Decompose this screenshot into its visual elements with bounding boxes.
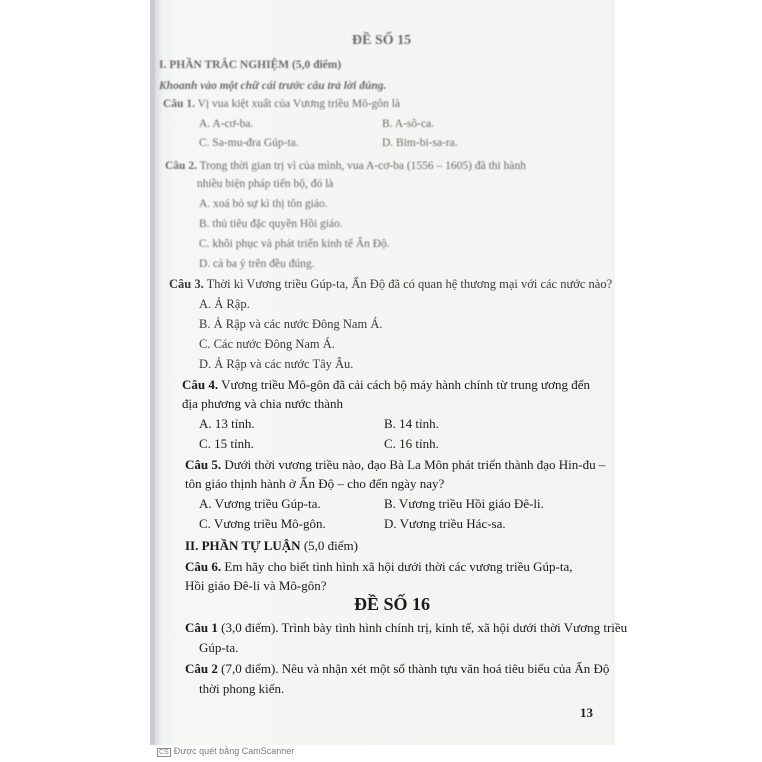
exam-15-title: ĐỀ SỐ 15 <box>352 33 412 48</box>
question-6-text: Em hãy cho biết tình hình xã hội dưới thời các vương triều Gúp-ta, <box>224 559 573 574</box>
question-1-option-d: D. Bim-bi-sa-ra. <box>382 137 458 149</box>
question-4-label: Câu 4. <box>182 377 219 392</box>
exam-16-question-1-label: Câu 1 <box>185 620 218 635</box>
exam-16-question-2-text: Nêu và nhận xét một số thành tựu văn hoá tiêu biểu của Ấn Độ <box>281 661 610 676</box>
question-5-option-a: A. Vương triều Gúp-ta. <box>199 496 321 511</box>
exam-16-question-2-label: Câu 2 <box>185 661 218 676</box>
book-page <box>155 0 628 745</box>
instruction-text: Khoanh vào một chữ cái trước câu trả lời đúng. <box>159 80 387 92</box>
question-4 <box>182 377 590 393</box>
question-2 <box>165 158 526 174</box>
question-5-label: Câu 5. <box>185 457 222 472</box>
question-6-label: Câu 6. <box>185 559 222 574</box>
question-2-option-b: B. thủ tiêu đặc quyền Hồi giáo. <box>199 218 343 230</box>
question-2-option-a: A. xoá bỏ sự kì thị tôn giáo. <box>199 198 328 210</box>
exam-16-question-2-points: (7,0 điểm). <box>221 661 279 676</box>
question-3-text: Thời kì Vương triều Gúp-ta, Ấn Độ đã có quan hệ thương mại với các nước nào? <box>206 277 613 291</box>
section-2-title <box>185 538 358 554</box>
exam-16-question-1-text: Trình bày tình hình chính trị, kinh tế, xã hội dưới thời Vương triều <box>281 620 628 635</box>
question-1-option-c: C. Sa-mu-đra Gúp-ta. <box>199 137 299 149</box>
section-1-title: I. PHẦN TRẮC NGHIỆM (5,0 điểm) <box>159 59 342 71</box>
scanner-watermark <box>157 746 294 757</box>
question-4-text-cont: địa phương và chia nước thành <box>182 396 344 411</box>
question-4-option-d: C. 16 tỉnh. <box>384 436 439 451</box>
question-3-label: Câu 3. <box>169 277 204 291</box>
question-2-text: Trong thời gian trị vì của mình, vua A-cơ-ba (1556 – 1605) đã thi hành <box>199 160 526 172</box>
question-4-option-c: C. 15 tỉnh. <box>199 436 254 451</box>
scanner-watermark-text: Được quét bằng CamScanner <box>173 746 295 756</box>
question-3-option-d: D. Ả Rập và các nước Tây Âu. <box>199 357 354 371</box>
section-2-points: (5,0 điểm) <box>303 538 358 553</box>
question-4-text: Vương triều Mô-gôn đã cải cách bộ máy hành chính từ trung ương đến <box>221 377 590 392</box>
question-2-text-cont: nhiều biện pháp tiến bộ, đó là <box>197 178 334 190</box>
exam-16-question-1 <box>185 620 627 636</box>
question-4-option-a: A. 13 tỉnh. <box>199 416 255 431</box>
question-5-option-c: C. Vương triều Mô-gôn. <box>199 516 326 531</box>
question-2-option-d: D. cả ba ý trên đều đúng. <box>199 258 315 270</box>
section-2-heading: II. PHẦN TỰ LUẬN <box>185 538 301 553</box>
question-2-option-c: C. khôi phục và phát triển kinh tế Ấn Độ. <box>199 238 390 250</box>
camscanner-logo-icon: CS <box>159 749 169 756</box>
exam-16-question-2-text-cont: thời phong kiến. <box>199 681 285 696</box>
exam-16-question-1-points: (3,0 điểm). <box>221 620 279 635</box>
question-5-text: Dưới thời vương triều nào, đạo Bà La Môn phát triển thành đạo Hin-đu – <box>224 457 606 472</box>
page-number: 13 <box>580 705 593 720</box>
question-1-text: Vị vua kiệt xuất của Vương triều Mô-gôn là <box>197 98 401 110</box>
question-5-text-cont: tôn giáo thịnh hành ở Ấn Độ – cho đến ngày nay? <box>185 476 445 491</box>
exam-16-title: ĐỀ SỐ 16 <box>354 594 431 614</box>
question-3-option-c: C. Các nước Đông Nam Á. <box>199 337 335 351</box>
question-3-option-b: B. Ả Rập và các nước Đông Nam Á. <box>199 317 383 331</box>
question-4-option-b: B. 14 tỉnh. <box>384 416 439 431</box>
question-1-label: Câu 1. <box>163 98 195 110</box>
question-1-option-b: B. A-sô-ca. <box>382 118 435 130</box>
exam-16-question-1-text-cont: Gúp-ta. <box>199 640 239 655</box>
question-1 <box>163 96 400 112</box>
question-2-label: Câu 2. <box>165 160 197 172</box>
question-6-text-cont: Hồi giáo Đê-li và Mô-gôn? <box>185 578 327 593</box>
question-1-option-a: A. A-cơ-ba. <box>199 118 254 130</box>
exam-16-question-2 <box>185 661 609 677</box>
question-5-option-b: B. Vương triều Hồi giáo Đê-li. <box>384 496 544 511</box>
question-5 <box>185 457 605 473</box>
question-3-option-a: A. Ả Rập. <box>199 297 250 311</box>
question-5-option-d: D. Vương triều Hác-sa. <box>384 516 506 531</box>
question-6 <box>185 559 572 575</box>
question-3 <box>169 276 612 292</box>
